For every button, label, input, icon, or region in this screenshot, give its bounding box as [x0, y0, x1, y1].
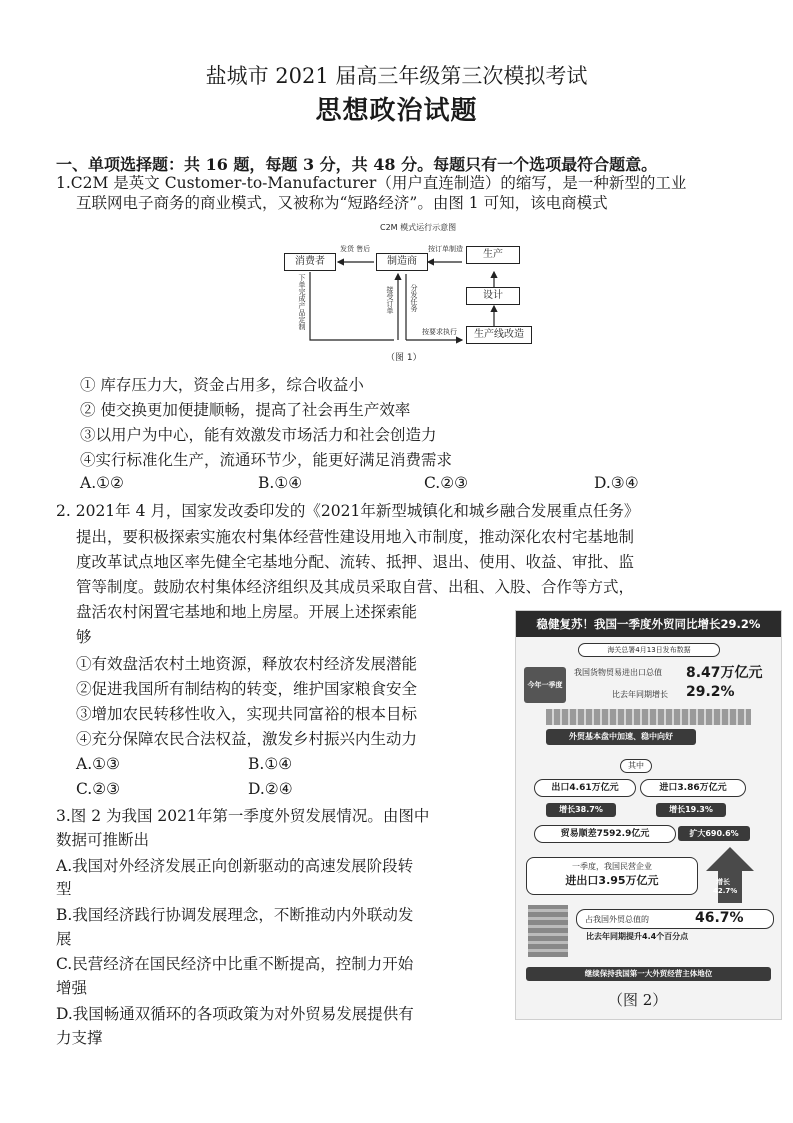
infographic-caption: （图 2）: [608, 991, 668, 1009]
q1-stem-line2: 互联网电子商务的商业模式，又被称为“短路经济”。由图 1 可知，该电商模式: [76, 194, 608, 212]
q1-option-1: ① 库存压力大，资金占用多，综合收益小: [80, 376, 364, 394]
label-split-task: 分发任务: [410, 284, 418, 312]
q1-option-3: ③以用户为中心，能有效激发市场活力和社会创造力: [80, 426, 437, 444]
trade-infographic: [515, 610, 782, 1020]
q2-line1: 2. 2021年 4 月，国家发改委印发的《2021年新型城镇化和城乡融合发展重点任务》: [56, 502, 640, 520]
q1-option-4: ④实行标准化生产，流通环节少，能更好满足消费需求: [80, 451, 453, 469]
q3-option-a-cont: 型: [56, 880, 72, 898]
consumer-box: 消费者: [284, 253, 336, 271]
diagram-caption: （图 1）: [386, 353, 422, 363]
share-up: 比去年同期提升4.4个百分点: [586, 932, 689, 941]
surplus-growth: 扩大690.6%: [678, 826, 750, 841]
q2-choice-c: C.②③: [76, 780, 121, 798]
import-value: 进口3.86万亿元: [640, 779, 746, 797]
label-execute: 按要求执行: [422, 328, 457, 336]
total-label: 我国货物贸易进出口总值: [574, 668, 662, 677]
q3-option-b-cont: 展: [56, 930, 72, 948]
q2-choice-b: B.①④: [248, 755, 293, 773]
q2-option-4: ④充分保障农民合法权益，激发乡村振兴内生动力: [76, 730, 418, 748]
building-icon: [528, 905, 568, 957]
exam-subtitle: 思想政治试题: [315, 96, 478, 126]
q1-tag: 今年一季度: [524, 667, 566, 703]
section-heading: 一、单项选择题：共 16 题，每题 3 分，共 48 分。每题只有一个选项最符合题意。: [56, 155, 658, 174]
label-ship-delivery: 发货 售后: [340, 245, 371, 253]
diagram-title: C2M 模式运行示意图: [380, 223, 457, 232]
source-pill: 海关总署4月13日发布数据: [578, 643, 720, 657]
private-label-2: 进出口3.95万亿元: [565, 874, 659, 887]
q2-line5: 盘活农村闲置宅基地和地上房屋。开展上述探索能: [76, 603, 418, 621]
q3-line1: 3.图 2 为我国 2021年第一季度外贸发展情况。由图中: [56, 807, 430, 825]
label-order-complete: 下单完成产品定制: [298, 274, 306, 330]
among-label: 其中: [620, 759, 652, 773]
private-label-1: 一季度，我国民营企业: [572, 862, 652, 871]
growth-label: 比去年同期增长: [612, 690, 668, 699]
q1-choice-d: D.③④: [594, 474, 639, 492]
q3-line2: 数据可推断出: [56, 831, 150, 849]
growth-value: 29.2%: [686, 684, 735, 700]
trend-label: 外贸基本盘中加速、稳中向好: [546, 729, 696, 745]
q2-line6: 够: [76, 628, 92, 646]
private-growth-label: 增长: [716, 878, 730, 886]
q2-option-1: ①有效盘活农村土地资源，释放农村经济发展潜能: [76, 655, 418, 673]
q3-option-a: A.我国对外经济发展正向创新驱动的高速发展阶段转: [56, 857, 414, 875]
manufacturer-box: 制造商: [376, 253, 428, 271]
q3-option-c: C.民营经济在国民经济中比重不断提高，控制力开始: [56, 955, 414, 973]
q1-stem-line1: 1.C2M 是英文 Customer-to-Manufacturer（用户直连制造）的缩写，是一种新型的工业: [56, 174, 687, 192]
q2-line3: 度改革试点地区率先健全宅基地分配、流转、抵押、退出、使用、收益、审批、监: [76, 553, 635, 571]
infographic-banner: 稳健复苏！我国一季度外贸同比增长29.2%: [516, 611, 781, 637]
q1-option-2: ② 使交换更加便捷顺畅，提高了社会再生产效率: [80, 401, 411, 419]
label-order-make: 按订单制造: [428, 245, 463, 253]
q3-option-d: D.我国畅通双循环的各项政策为对外贸易发展提供有: [56, 1005, 414, 1023]
footer-bar: 继续保持我国第一大外贸经营主体地位: [526, 967, 771, 981]
q2-choice-a: A.①③: [76, 755, 120, 773]
exam-title: 盐城市 2021 届高三年级第三次模拟考试: [205, 64, 588, 88]
share-box: [576, 909, 774, 929]
private-box: [526, 857, 698, 895]
surplus-value: 贸易顺差7592.9亿元: [534, 825, 676, 843]
q1-choice-c: C.②③: [424, 474, 469, 492]
q2-option-3: ③增加农民转移性收入，实现共同富裕的根本目标: [76, 705, 418, 723]
trend-bars: [546, 709, 751, 725]
production-box: 生产: [466, 246, 520, 264]
private-growth-value: 42.7%: [713, 887, 738, 895]
q2-line4: 管等制度。鼓励农村集体经济组织及其成员采取自营、出租、入股、合作等方式，: [76, 578, 635, 596]
design-box: 设计: [466, 287, 520, 305]
label-accept-order: 接受订单: [386, 286, 394, 314]
import-growth: 增长19.3%: [656, 803, 726, 817]
line-reform-box: 生产线改造: [466, 326, 532, 344]
q3-option-c-cont: 增强: [56, 979, 88, 997]
q2-line2: 提出，要积极探索实施农村集体经营性建设用地入市制度，推动深化农村宅基地制: [76, 528, 635, 546]
export-value: 出口4.61万亿元: [534, 779, 636, 797]
c2m-diagram: [282, 222, 542, 368]
total-value: 8.47万亿元: [686, 665, 763, 681]
share-value: 46.7%: [695, 910, 744, 926]
growth-arrow-icon: [704, 847, 756, 905]
q1-choice-a: A.①②: [80, 474, 124, 492]
q3-option-d-cont: 力支撑: [56, 1029, 103, 1047]
q2-option-2: ②促进我国所有制结构的转变，维护国家粮食安全: [76, 680, 418, 698]
q3-option-b: B.我国经济践行协调发展理念，不断推动内外联动发: [56, 906, 414, 924]
export-growth: 增长38.7%: [546, 803, 616, 817]
share-label: 占我国外贸总值的: [585, 915, 649, 924]
q2-choice-d: D.②④: [248, 780, 293, 798]
q1-choice-b: B.①④: [258, 474, 303, 492]
